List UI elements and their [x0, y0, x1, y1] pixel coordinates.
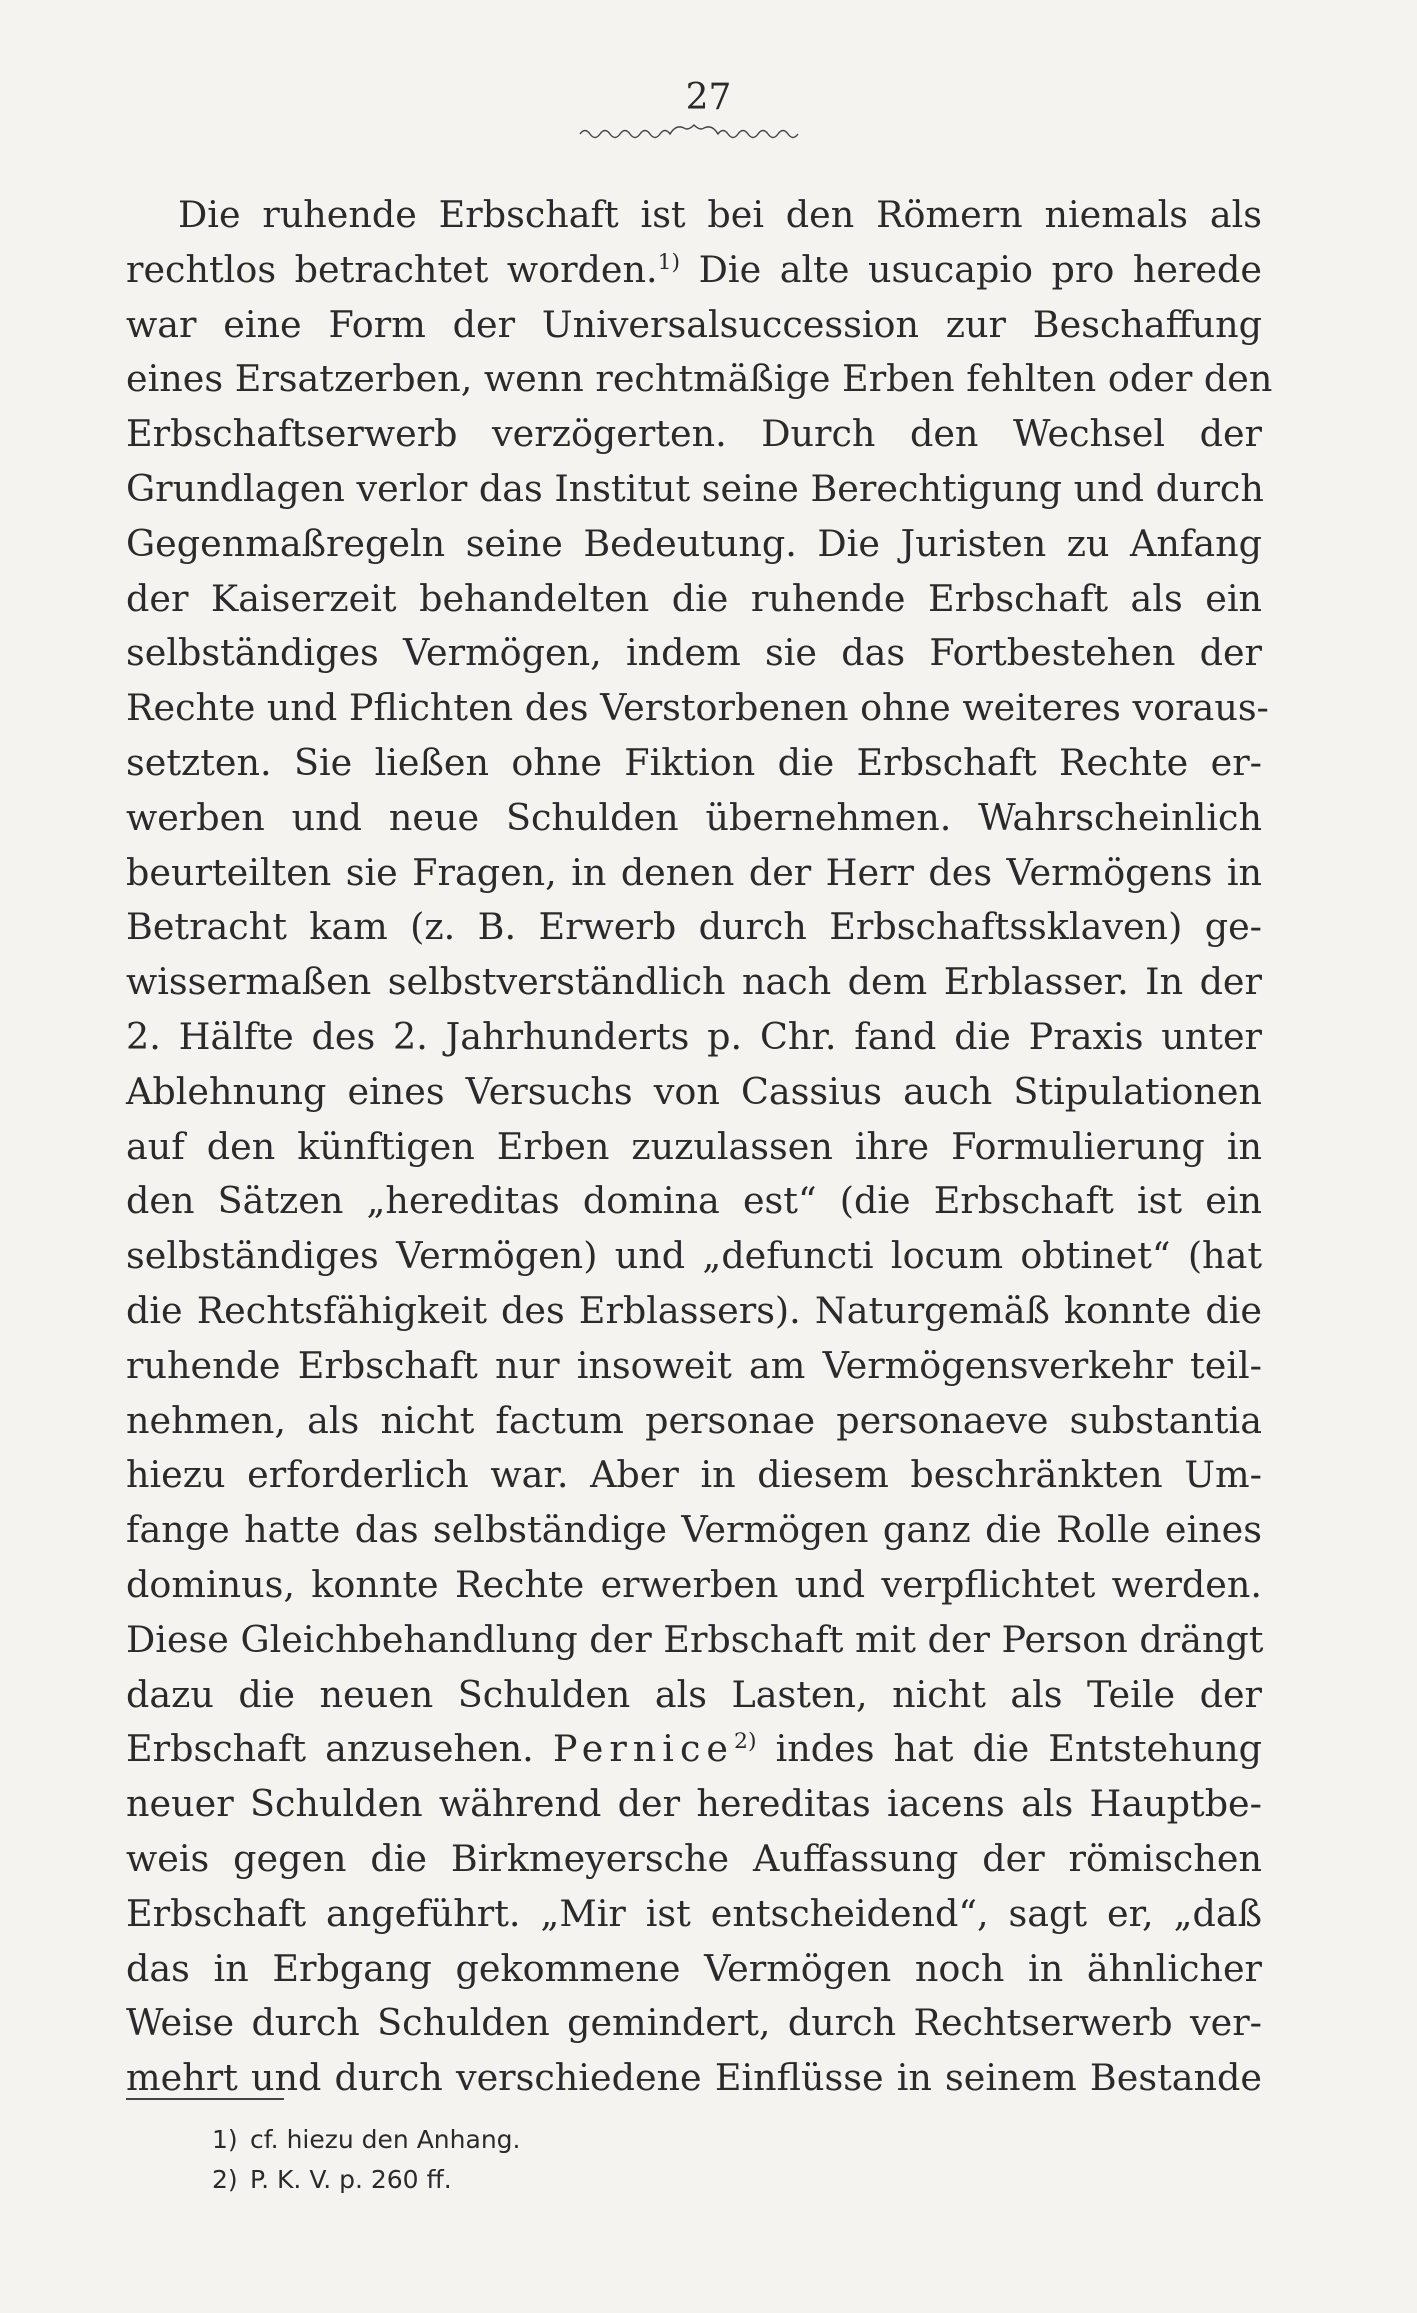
- footnote-divider: [126, 2098, 284, 2100]
- footnotes: [212, 2120, 520, 2200]
- footnote-number: 1): [212, 2125, 238, 2154]
- text-line: wissermaßen selbstverständlich nach dem Erblasser. In der: [126, 960, 1262, 1004]
- text-line: Erbschaft angeführt. „Mir ist entscheidend“, sagt er, „daß: [126, 1891, 1262, 1935]
- text-line: beurteilten sie Fragen, in denen der Herr des Vermögens in: [126, 850, 1262, 894]
- text-line: auf den künftigen Erben zuzulassen ihre Formulierung in: [126, 1124, 1262, 1168]
- text-line: [126, 243, 1262, 298]
- text-fragment: indes hat die Entstehung: [775, 1727, 1262, 1771]
- page-number: 27: [685, 77, 732, 118]
- text-line: die Rechtsfähigkeit des Erblassers). Naturgemäß konnte die: [126, 1288, 1262, 1332]
- footnote-2: [212, 2160, 520, 2200]
- text-line: der Kaiserzeit behandelten die ruhende Erbschaft als ein: [126, 576, 1262, 620]
- text-line: mehrt und durch verschiedene Einflüsse in seinem Bestande: [126, 2056, 1262, 2100]
- text-line: selbständiges Vermögen, indem sie das Fortbestehen der: [126, 631, 1262, 675]
- text-line: Rechte und Pflichten des Verstorbenen ohne weiteres voraus-: [126, 686, 1269, 730]
- text-line: hiezu erforderlich war. Aber in diesem beschränkten Um-: [126, 1453, 1262, 1497]
- text-line: eines Ersatzerben, wenn rechtmäßige Erben fehlten oder den: [126, 357, 1273, 401]
- text-line: dominus, konnte Rechte erwerben und verpflichtet werden.: [126, 1562, 1262, 1606]
- footnote-ref: 2): [734, 1729, 757, 1755]
- text-fragment: rechtlos betrachtet worden.: [126, 247, 658, 291]
- text-fragment: Die alte usucapio pro herede: [698, 247, 1262, 291]
- text-line: Gegenmaßregeln seine Bedeutung. Die Juristen zu Anfang: [126, 521, 1262, 565]
- text-line: den Sätzen „hereditas domina est“ (die Erbschaft ist ein: [126, 1179, 1262, 1223]
- footnote-1: [212, 2120, 520, 2160]
- text-line: weis gegen die Birkmeyersche Auffassung der römischen: [126, 1836, 1262, 1880]
- text-line: werben und neue Schulden übernehmen. Wahrscheinlich: [126, 795, 1262, 839]
- text-line: dazu die neuen Schulden als Lasten, nicht als Teile der: [126, 1672, 1262, 1716]
- decorative-rule-ornament: [578, 122, 818, 144]
- text-line: neuer Schulden während der hereditas iacens als Hauptbe-: [126, 1782, 1262, 1826]
- text-line: war eine Form der Universalsuccession zur Beschaffung: [126, 302, 1262, 346]
- text-line: Weise durch Schulden gemindert, durch Rechtserwerb ver-: [126, 2001, 1262, 2045]
- text-line: Diese Gleichbehandlung der Erbschaft mit der Person drängt: [126, 1617, 1264, 1661]
- text-line: Erbschaftserwerb verzögerten. Durch den Wechsel der: [126, 412, 1262, 456]
- main-paragraph: [126, 188, 1273, 2106]
- text-line: [126, 1722, 1262, 1777]
- footnote-ref: 1): [657, 249, 681, 275]
- text-line: setzten. Sie ließen ohne Fiktion die Erbschaft Rechte er-: [126, 740, 1262, 784]
- text-line: das in Erbgang gekommene Vermögen noch in ähnlicher: [126, 1946, 1262, 1990]
- text-line: 2. Hälfte des 2. Jahrhunderts p. Chr. fand die Praxis unter: [126, 1014, 1262, 1058]
- text-line: Ablehnung eines Versuchs von Cassius auch Stipulationen: [126, 1069, 1262, 1113]
- footnote-text: P. K. V. p. 260 ff.: [249, 2165, 452, 2194]
- text-line: fange hatte das selbständige Vermögen ganz die Rolle eines: [126, 1508, 1262, 1552]
- text-line: nehmen, als nicht factum personae personaeve substantia: [126, 1398, 1262, 1442]
- text-line: Betracht kam (z. B. Erwerb durch Erbschaftssklaven) ge-: [126, 905, 1262, 949]
- text-line: ruhende Erbschaft nur insoweit am Vermögensverkehr teil-: [126, 1343, 1262, 1387]
- footnote-number: 2): [212, 2165, 238, 2194]
- text-line: Grundlagen verlor das Institut seine Berechtigung und durch: [126, 466, 1264, 510]
- text-line: Die ruhende Erbschaft ist bei den Römern niemals als: [178, 193, 1262, 236]
- text-fragment: Erbschaft anzusehen.: [126, 1727, 534, 1771]
- footnote-text: cf. hiezu den Anhang.: [249, 2125, 521, 2154]
- text-line: selbständiges Vermögen) und „defuncti locum obtinet“ (hat: [126, 1234, 1262, 1278]
- author-name-spaced: Pernice: [552, 1727, 735, 1771]
